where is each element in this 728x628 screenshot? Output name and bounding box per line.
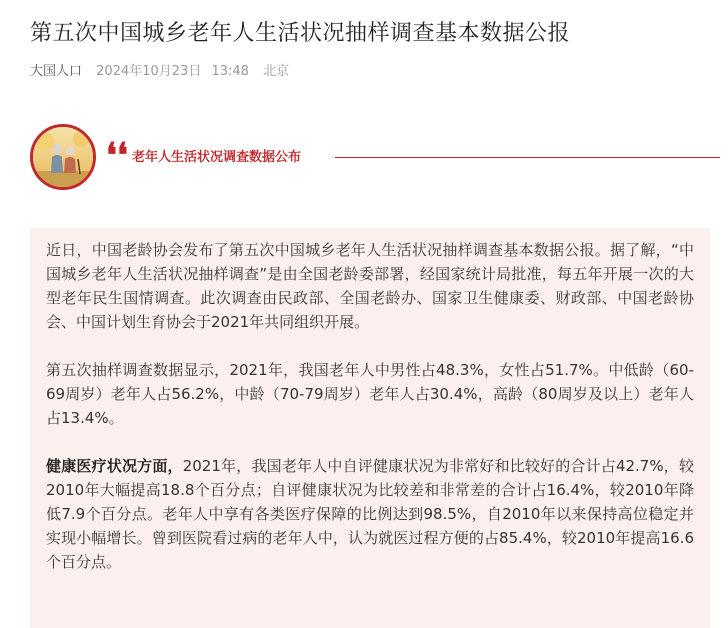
- article-body: [30, 228, 710, 628]
- banner-title: 老年人生活状况调查数据公布: [132, 150, 302, 165]
- publish-date: 2024年10月23日: [96, 64, 202, 79]
- elderly-couple-icon: [30, 124, 96, 190]
- paragraph-health: 健康医疗状况方面，2021年，我国老年人中自评健康状况为非常好和比较好的合计占42.7%，较2010年大幅提高18.8个百分点；自评健康状况为比较差和非常差的合计占16.4%，较2010年降低7.9个百分点。老年人中享有各类医疗保障的比例达到98.5%，自2010年以来保持高位稳定并实现小幅增长。曾到医院看过病的老年人中，认为就医过程方便的占85.4%，较2010年提高16.6个百分点。: [46, 457, 694, 571]
- paragraph-lead: 健康医疗状况方面，: [46, 457, 183, 475]
- section-banner: [30, 124, 720, 194]
- article-meta: [30, 62, 289, 82]
- paragraph-demographics: 第五次抽样调查数据显示，2021年，我国老年人中男性占48.3%，女性占51.7%。中低龄（60-69周岁）老年人占56.2%，中龄（70-79周岁）老年人占30.4%，高龄（80周岁及以上）老年人占13.4%。: [46, 361, 694, 427]
- quote-mark-icon: ❛❛: [106, 136, 128, 176]
- banner-divider: [335, 157, 720, 158]
- paragraph-intro: 近日，中国老龄协会发布了第五次中国城乡老年人生活状况抽样调查基本数据公报。据了解，“中国城乡老年人生活状况抽样调查”是由全国老龄委部署，经国家统计局批准，每五年开展一次的大型老年民生国情调查。此次调查由民政部、全国老龄办、国家卫生健康委、财政部、中国老龄协会、中国计划生育协会于2021年共同组织开展。: [46, 241, 694, 331]
- article-title: 第五次中国城乡老年人生活状况抽样调查基本数据公报: [30, 21, 571, 46]
- author-link[interactable]: 大国人口: [30, 64, 83, 79]
- publish-location: 北京: [263, 64, 290, 79]
- publish-time: 13:48: [211, 64, 249, 79]
